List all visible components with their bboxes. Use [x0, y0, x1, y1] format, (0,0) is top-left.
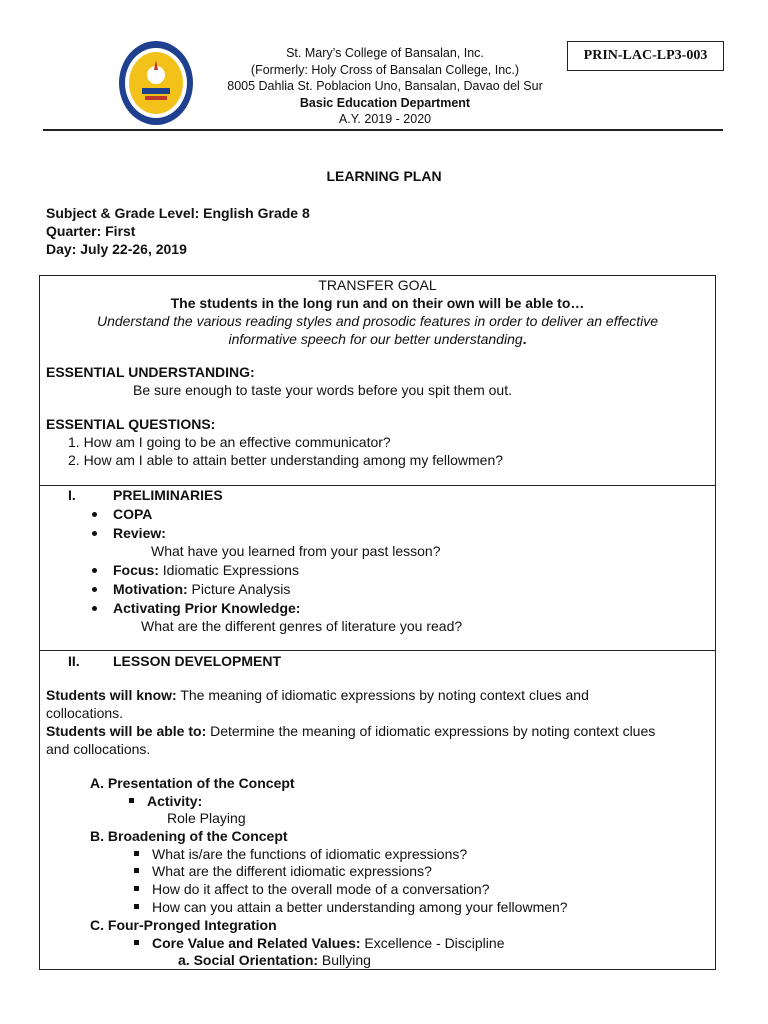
school-logo [118, 40, 194, 126]
review-item: Review: [113, 525, 166, 541]
document-code: PRIN-LAC-LP3-003 [567, 41, 724, 71]
apk-question: What are the different genres of literature you read? [141, 618, 463, 634]
activity-label: Activity: [147, 793, 203, 809]
students-know [46, 686, 589, 704]
motivation-label: Motivation: [113, 581, 188, 597]
eq-item: 2. How am I able to attain better understanding among my fellowmen? [68, 452, 504, 468]
students-able [46, 722, 655, 740]
prelim-heading: PRELIMINARIES [113, 487, 223, 503]
concept-c: C. Four-Pronged Integration [90, 917, 277, 933]
transfer-goal-sub: The students in the long run and on their own will be able to… [170, 295, 585, 311]
former-name: (Formerly: Holy Cross of Bansalan College, Inc.) [250, 62, 520, 77]
know-text-cont: collocations. [46, 705, 124, 721]
lesson-num: II. [68, 653, 80, 669]
transfer-goal-heading: TRANSFER GOAL [318, 277, 437, 293]
motivation-value: Picture Analysis [187, 581, 291, 597]
know-text: The meaning of idiomatic expressions by noting context clues and [176, 687, 589, 703]
academic-year: A.Y. 2019 - 2020 [338, 112, 432, 126]
able-text-cont: and collocations. [46, 741, 151, 757]
preliminaries-section [39, 485, 716, 651]
eu-text: Be sure enough to taste your words before you spit them out. [133, 382, 512, 398]
plan-meta [46, 204, 310, 258]
b-item: What is/are the functions of idiomatic expressions? [152, 846, 468, 862]
focus-label: Focus: [113, 562, 159, 578]
school-header [200, 45, 570, 128]
eq-heading: ESSENTIAL QUESTIONS: [46, 416, 216, 432]
focus-item [113, 561, 299, 579]
focus-value: Idiomatic Expressions [158, 562, 299, 578]
transfer-goal-section: TRANSFER GOAL The students in the long run and on their own will be able to… Understand the various reading styles and prosodic features in order to deliver an effective informative speech for our better understanding. ESSENTIAL UNDERSTANDING: Be sure enough to taste your words before you spit them out. ESSENTIAL QUESTIONS: 1. How am I going to be an effective communicator? 2. How am I able to attain better understanding among my fellowmen? [39, 275, 716, 486]
transfer-goal-line2: informative speech for our better understanding [228, 331, 523, 347]
lesson-heading: LESSON DEVELOPMENT [113, 653, 282, 669]
copa-item: COPA [113, 506, 153, 522]
know-label: Students will know: [46, 687, 177, 703]
motivation-item [113, 580, 290, 598]
core-values-item [152, 934, 504, 952]
school-address: 8005 Dahlia St. Poblacion Uno, Bansalan, Davao del Sur [227, 79, 543, 93]
subject-grade: Subject & Grade Level: English Grade 8 [46, 205, 310, 221]
prelim-num: I. [68, 487, 76, 503]
header-divider [43, 129, 723, 131]
transfer-goal-line1: Understand the various reading styles and prosodic features in order to deliver an effective [96, 313, 659, 329]
social-label: a. Social Orientation: [178, 952, 319, 968]
quarter: Quarter: First [46, 223, 136, 239]
day: Day: July 22-26, 2019 [46, 241, 187, 257]
core-label: Core Value and Related Values: [152, 935, 361, 951]
b-item: How do it affect to the overall mode of a conversation? [152, 881, 490, 897]
social-value: Bullying [318, 952, 371, 968]
activity-value: Role Playing [167, 810, 246, 826]
concept-a: A. Presentation of the Concept [90, 775, 295, 791]
concept-b: B. Broadening of the Concept [90, 828, 288, 844]
eu-heading: ESSENTIAL UNDERSTANDING: [46, 364, 255, 380]
able-text: Determine the meaning of idiomatic expressions by noting context clues [206, 723, 656, 739]
able-label: Students will be able to: [46, 723, 207, 739]
page-title: LEARNING PLAN [326, 168, 442, 184]
b-item: How can you attain a better understanding among your fellowmen? [152, 899, 568, 915]
b-item: What are the different idiomatic expressions? [152, 863, 432, 879]
eq-item: 1. How am I going to be an effective communicator? [68, 434, 391, 450]
apk-item: Activating Prior Knowledge: [113, 600, 301, 616]
department: Basic Education Department [299, 95, 471, 110]
lesson-development-section [39, 650, 716, 970]
social-orientation [178, 951, 371, 969]
core-value: Excellence - Discipline [360, 935, 505, 951]
review-question: What have you learned from your past lesson? [151, 543, 441, 559]
school-name: St. Mary’s College of Bansalan, Inc. [286, 46, 484, 60]
